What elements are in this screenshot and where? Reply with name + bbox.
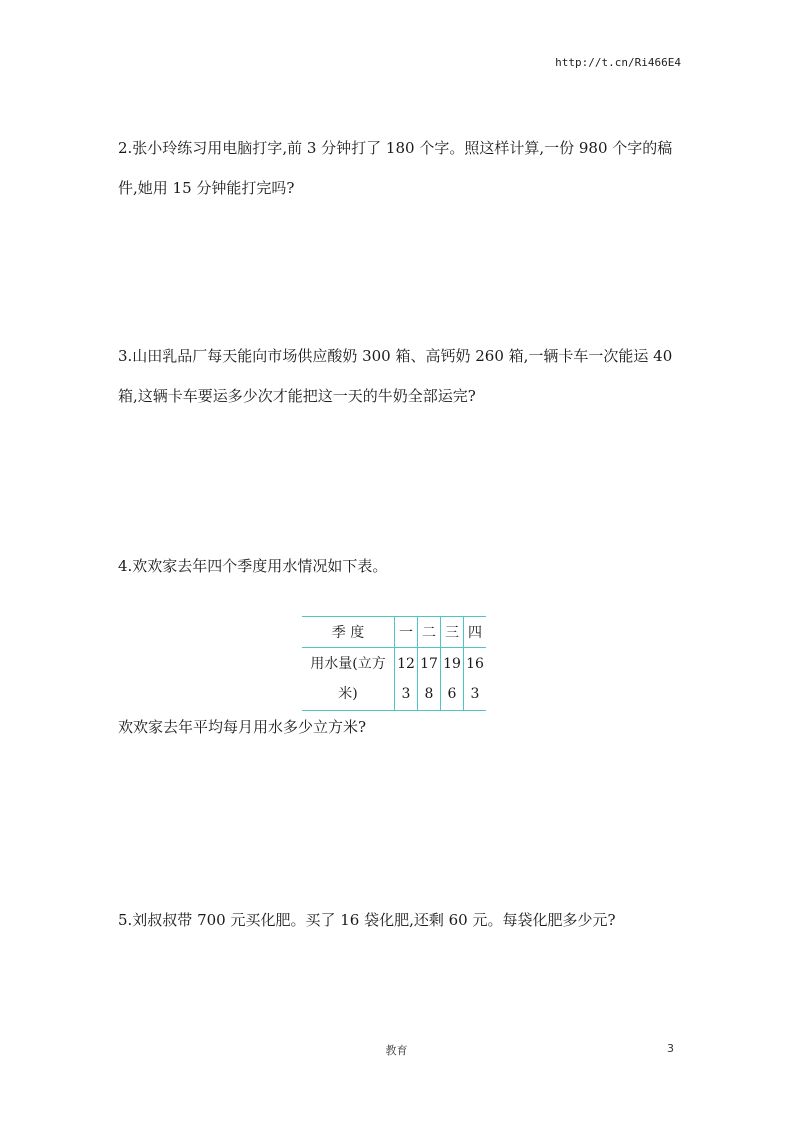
value-line-2: 8 [424, 686, 434, 702]
value-line-1: 16 [466, 656, 484, 672]
footer-text: 教育 [385, 1044, 408, 1057]
season-4-header: 四 [464, 617, 487, 648]
question-2: 2.张小玲练习用电脑打字,前 3 分钟打了 180 个字。照这样计算,一份 980 个字的稿件,她用 15 分钟能打完吗? [118, 139, 673, 197]
row-label-cell [302, 648, 395, 711]
season-1-value [395, 648, 418, 711]
value-line-1: 17 [420, 656, 438, 672]
question-5: 5.刘叔叔带 700 元买化肥。买了 16 袋化肥,还剩 60 元。每袋化肥多少元? [118, 911, 616, 929]
season-3-value [441, 648, 464, 711]
row-label-line-1: 用水量(立方 [310, 656, 386, 672]
season-3-header: 三 [441, 617, 464, 648]
question-3: 3.山田乳品厂每天能向市场供应酸奶 300 箱、高钙奶 260 箱,一辆卡车一次能运 40 箱,这辆卡车要运多少次才能把这一天的牛奶全部运完? [118, 347, 673, 405]
season-2-header: 二 [418, 617, 441, 648]
table-row [302, 648, 486, 711]
question-4: 4.欢欢家去年四个季度用水情况如下表。 [118, 557, 388, 575]
row-label-line-2: 米) [338, 686, 358, 702]
page-number: 3 [667, 1042, 674, 1055]
table-header-label: 季 度 [302, 617, 395, 648]
season-4-value [464, 648, 487, 711]
value-line-2: 6 [447, 686, 457, 702]
question-4-followup: 欢欢家去年平均每月用水多少立方米? [118, 718, 367, 736]
season-1-header: 一 [395, 617, 418, 648]
table-header-row [302, 617, 486, 648]
season-2-value [418, 648, 441, 711]
header-url: http://t.cn/Ri466E4 [555, 56, 681, 69]
value-line-2: 3 [470, 686, 480, 702]
water-usage-table [302, 616, 486, 711]
value-line-2: 3 [401, 686, 411, 702]
value-line-1: 12 [397, 656, 415, 672]
value-line-1: 19 [443, 656, 461, 672]
